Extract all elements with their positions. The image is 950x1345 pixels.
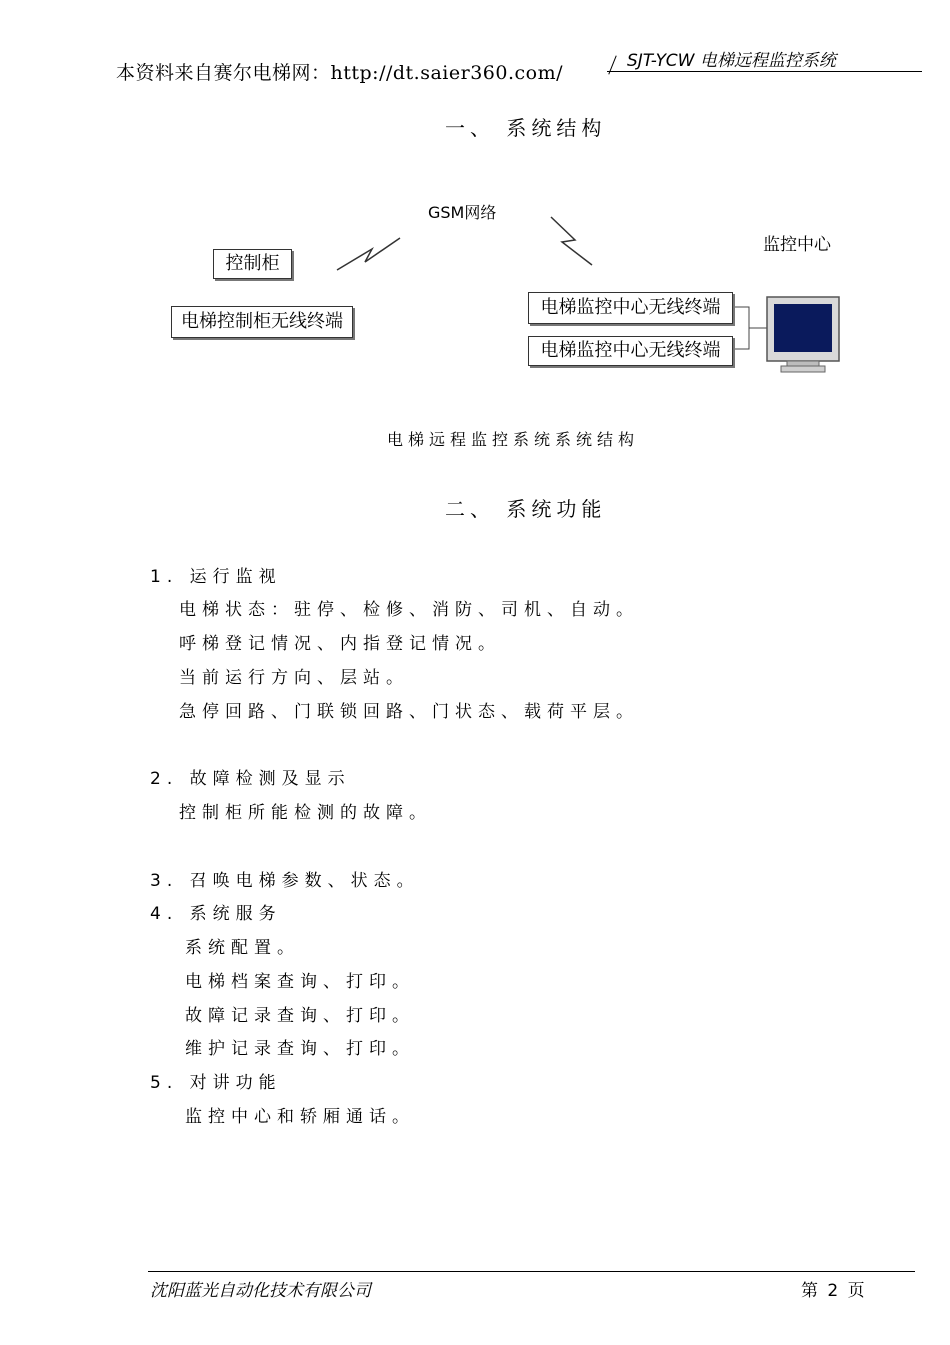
monitor-center-label: 监控中心 [763, 235, 831, 255]
list-item: 监控中心和轿厢通话。 [185, 1107, 415, 1127]
diagram-caption: 电梯远程监控系统系统结构 [387, 430, 640, 449]
list-item: 电梯档案查询、打印。 [185, 972, 415, 992]
center-terminal-box-2 [528, 336, 733, 366]
list-heading: 5. 对讲功能 [150, 1073, 282, 1093]
footer-rule [148, 1271, 915, 1272]
list-heading: 4. 系统服务 [150, 904, 282, 924]
monitor-icon [767, 297, 839, 372]
connector-line-1 [733, 307, 768, 328]
list-item: 故障记录查询、打印。 [185, 1006, 415, 1026]
list-heading: 3. 召唤电梯参数、状态。 [150, 871, 420, 891]
company-name: 沈阳蓝光自动化技术有限公司 [150, 1281, 371, 1301]
center-terminal-box-1 [528, 292, 733, 324]
center-terminal-label-2: 电梯监控中心无线终端 [540, 340, 721, 361]
section-title-functions: 二、 系统功能 [445, 497, 607, 521]
cabinet-box [213, 249, 292, 279]
list-item: 系统配置。 [185, 938, 300, 958]
list-item: 急停回路、门联锁回路、门状态、载荷平层。 [179, 702, 639, 722]
wireless-link-left-icon [337, 238, 400, 270]
list-item: 呼梯登记情况、内指登记情况。 [179, 634, 501, 654]
cabinet-terminal-label: 电梯控制柜无线终端 [181, 311, 343, 332]
list-heading: 1. 运行监视 [150, 567, 282, 587]
gsm-network-label: GSM网络 [428, 203, 497, 222]
wireless-link-right-icon [551, 217, 592, 265]
list-item: 控制柜所能检测的故障。 [179, 803, 432, 823]
list-item: 电梯状态：驻停、检修、消防、司机、自动。 [179, 600, 639, 620]
connector-line-2 [733, 328, 749, 349]
section-title-structure: 一、 系统结构 [445, 116, 607, 140]
list-heading: 2. 故障检测及显示 [150, 769, 351, 789]
cabinet-terminal-box [171, 306, 353, 338]
list-item: 当前运行方向、层站。 [179, 668, 409, 688]
source-note: 本资料来自赛尔电梯网：http://dt.saier360.com/ [116, 62, 563, 84]
monitor-screen [774, 304, 832, 352]
list-item: 维护记录查询、打印。 [185, 1039, 415, 1059]
document-title: SJT-YCW 电梯远程监控系统 [627, 51, 836, 71]
cabinet-label: 控制柜 [225, 253, 280, 274]
page-number: 第 2 页 [801, 1281, 867, 1301]
center-terminal-label-1: 电梯监控中心无线终端 [540, 297, 721, 318]
